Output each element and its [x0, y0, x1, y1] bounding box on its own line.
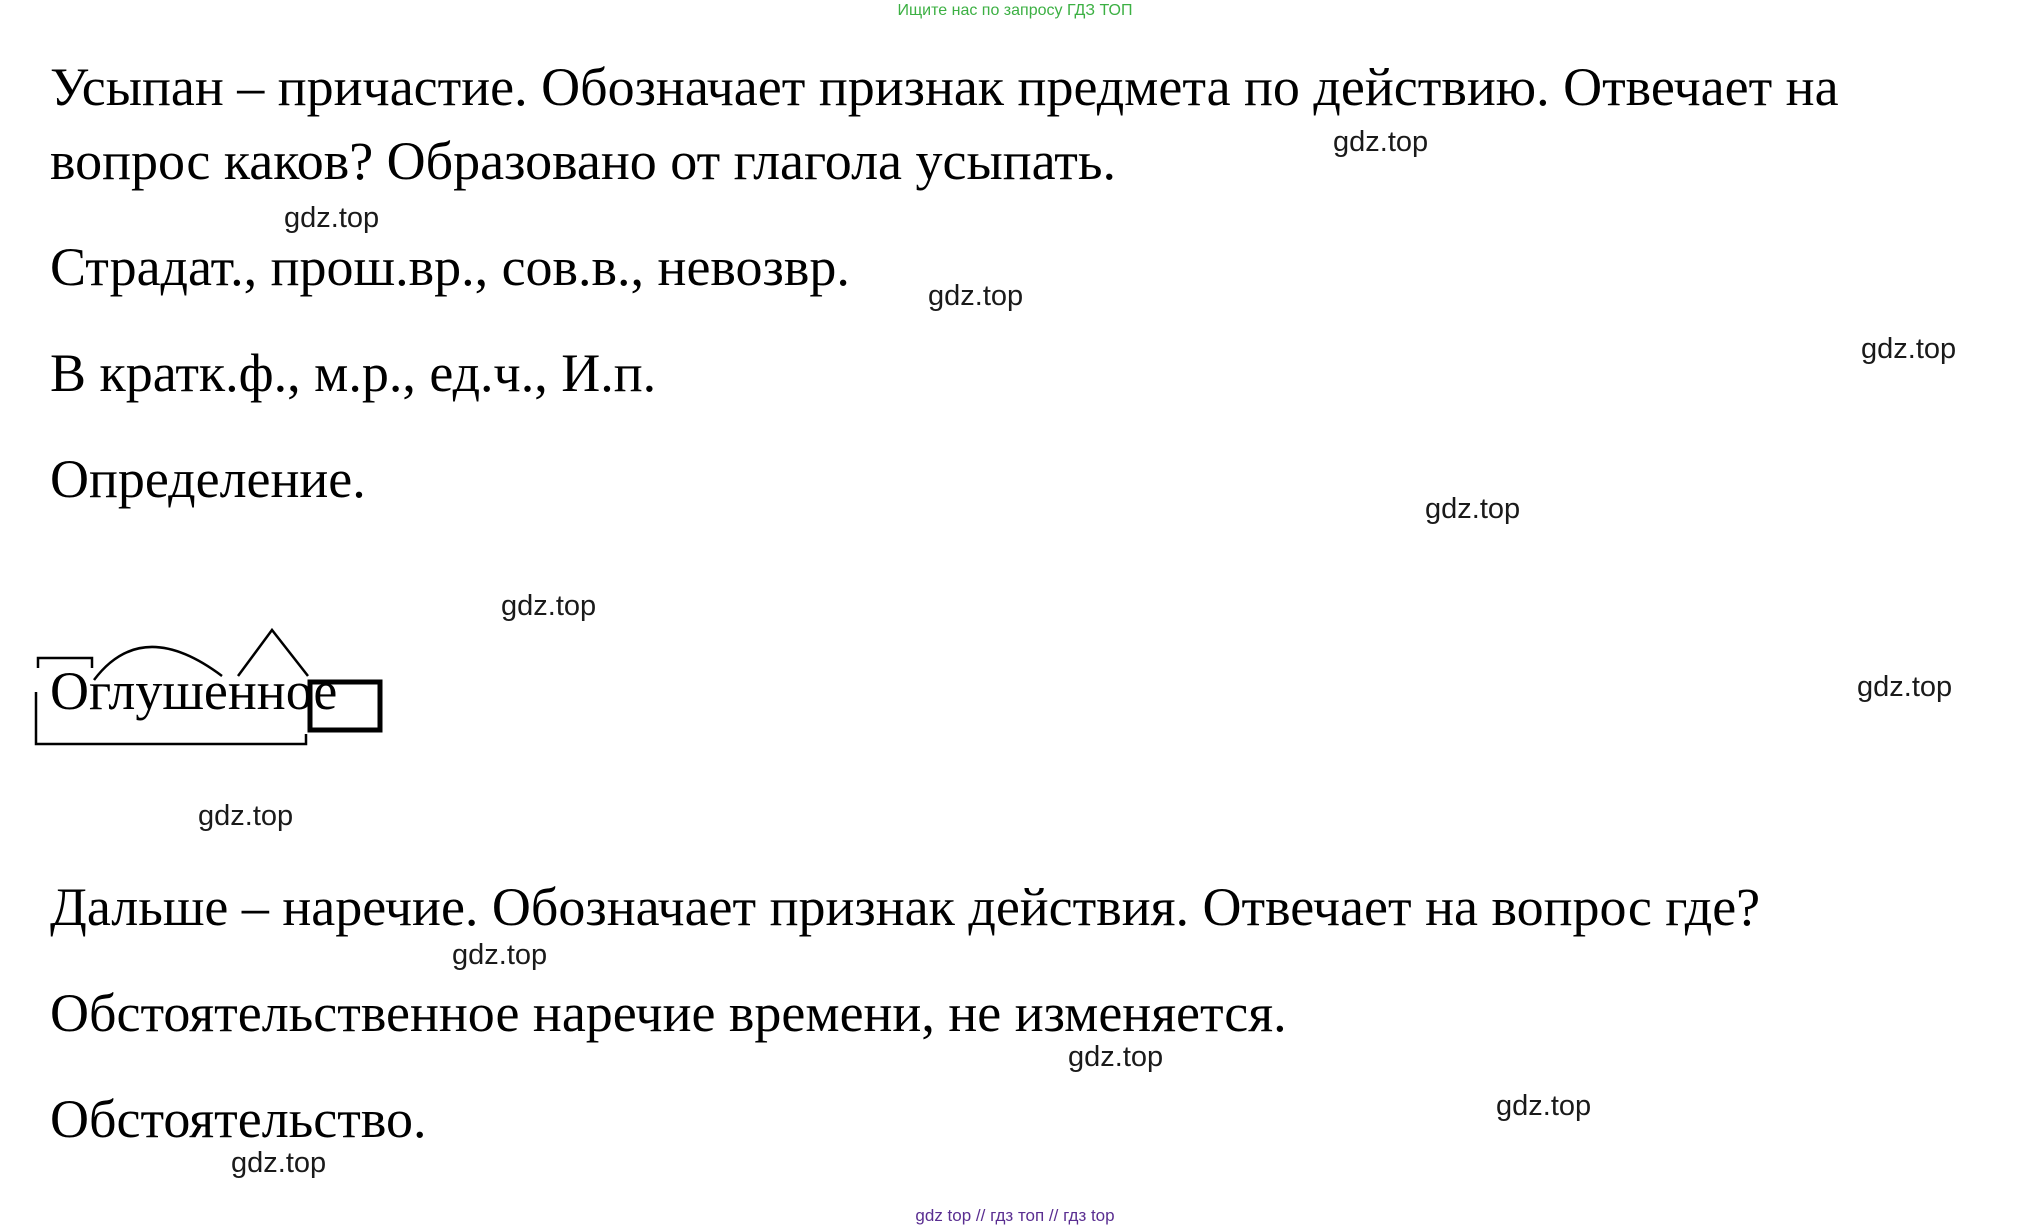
watermark: gdz.top: [198, 800, 294, 832]
footer-links: gdz top // гдз топ // гдз top: [915, 1206, 1115, 1225]
text-line-participle-role: Определение.: [50, 449, 366, 509]
text-line-participle-2: вопрос каков? Образовано от глагола усыпать.: [50, 131, 1116, 191]
watermark: gdz.top: [452, 939, 548, 971]
text-line-adverb-2: Обстоятельственное наречие времени, не изменяется.: [50, 983, 1287, 1043]
text-line-participle-features: Страдат., прош.вр., сов.в., невозвр.: [50, 237, 850, 297]
watermark: gdz.top: [1496, 1090, 1592, 1122]
watermark: gdz.top: [1425, 493, 1521, 525]
watermark: gdz.top: [1861, 333, 1957, 365]
text-line-adverb-role: Обстоятельство.: [50, 1089, 427, 1149]
watermark: gdz.top: [284, 202, 380, 234]
text-line-participle-1: Усыпан – причастие. Обозначает признак предмета по действию. Отвечает на: [50, 57, 1839, 117]
watermark: gdz.top: [1068, 1041, 1164, 1073]
watermark: gdz.top: [501, 590, 597, 622]
text-line-participle-form: В кратк.ф., м.р., ед.ч., И.п.: [50, 343, 657, 403]
watermark: gdz.top: [928, 280, 1024, 312]
watermark: gdz.top: [1333, 126, 1429, 158]
watermark: gdz.top: [1857, 671, 1953, 703]
watermark: gdz.top: [231, 1147, 327, 1179]
top-banner: Ищите нас по запросу ГДЗ ТОП: [897, 2, 1133, 19]
text-line-adverb-1: Дальше – наречие. Обозначает признак действия. Отвечает на вопрос где?: [50, 877, 1761, 937]
morpheme-word: Оглушенное: [50, 661, 338, 721]
